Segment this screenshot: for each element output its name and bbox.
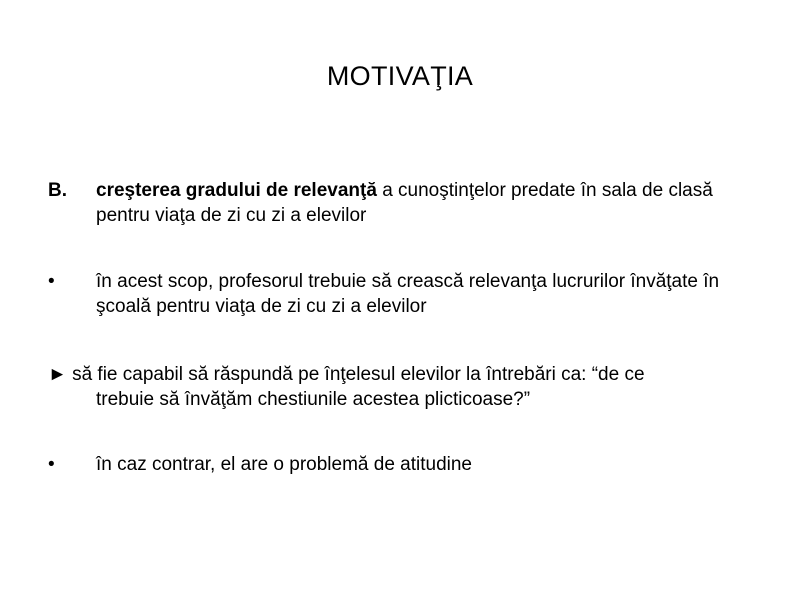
list-item: [48, 452, 768, 477]
list-item: [48, 178, 768, 228]
emphasis-text: creşterea gradului de relevanţă: [96, 180, 377, 201]
list-item: [48, 362, 768, 412]
list-item-text: în acest scop, profesorul trebuie să crească relevanţa lucrurilor învăţate în şcoală pentru viaţa de zi cu zi a elevilor: [96, 271, 720, 317]
bullet-icon: •: [48, 454, 55, 475]
list-item-text: în caz contrar, el are o problemă de atitudine: [96, 454, 473, 475]
list-item-first-line: [48, 362, 768, 387]
slide-title: MOTIVAŢIA: [326, 61, 474, 91]
list-marker: B.: [48, 180, 67, 201]
list-item-text: [48, 178, 768, 228]
list-item-continuation: trebuie să învăţăm chestiunile acestea plicticoase?”: [96, 389, 531, 410]
arrow-marker-icon: ►: [48, 364, 67, 385]
bullet-icon: •: [48, 271, 55, 292]
body-text: a cunoştinţelor predate în sala de clasă pentru viaţa de zi cu zi a elevilor: [96, 180, 713, 226]
list-item: [48, 269, 768, 319]
body-text: să fie capabil să răspundă pe înţelesul elevilor la întrebări ca: “de ce: [66, 364, 645, 385]
